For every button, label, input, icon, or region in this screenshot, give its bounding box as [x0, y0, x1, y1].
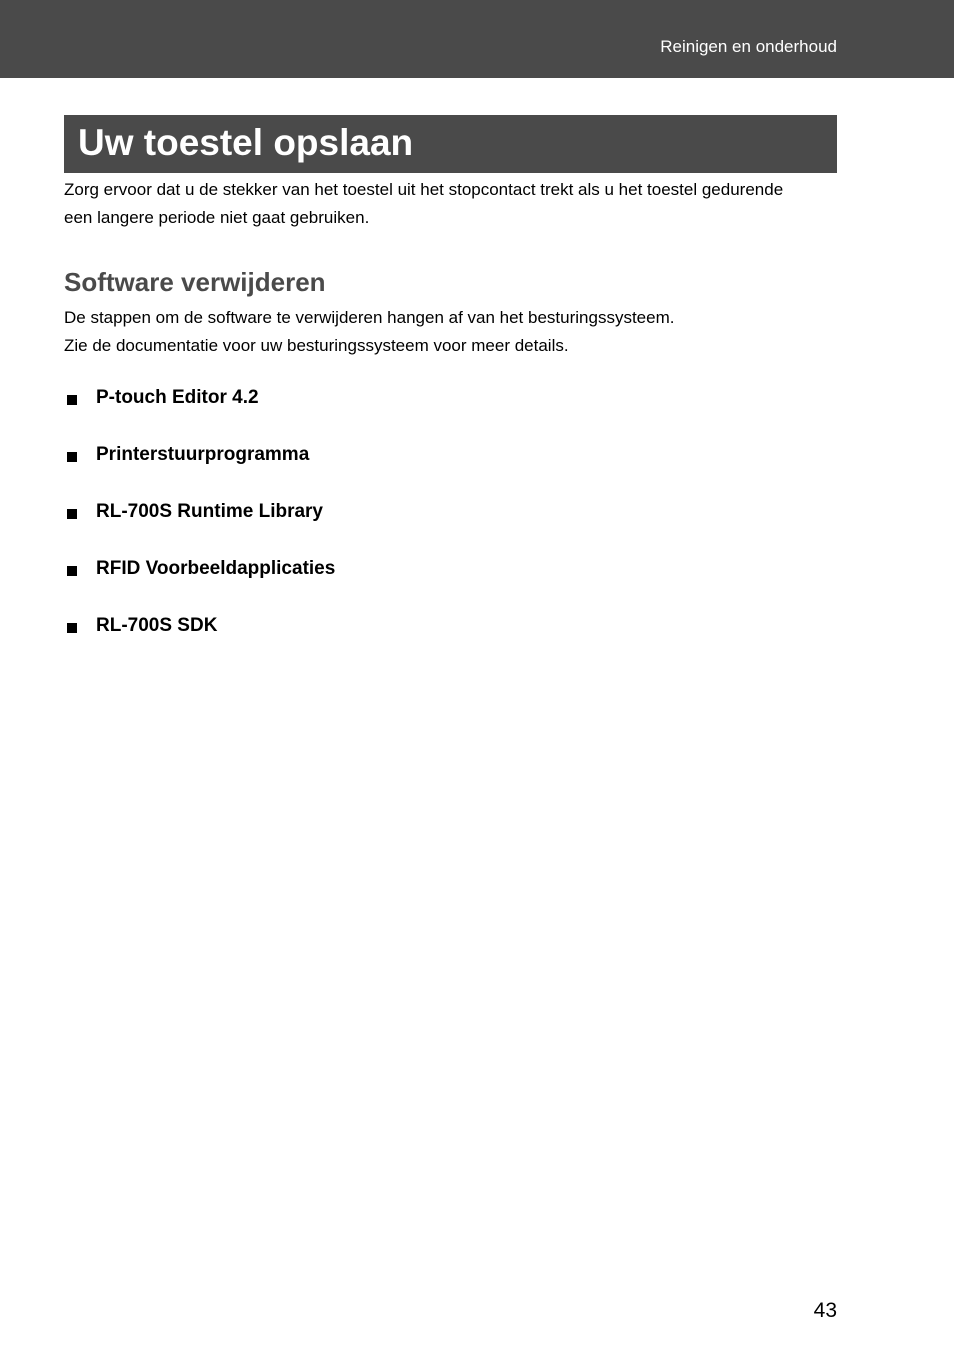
list-item-label: RFID Voorbeeldapplicaties	[96, 558, 336, 579]
intro-line-2: een langere periode niet gaat gebruiken.	[64, 208, 370, 227]
square-bullet-icon	[67, 623, 77, 633]
square-bullet-icon	[67, 509, 77, 519]
page-number: 43	[813, 1299, 837, 1322]
header-bar	[0, 0, 954, 78]
list-item-label: RL-700S Runtime Library	[96, 501, 323, 522]
square-bullet-icon	[67, 395, 77, 405]
subsection-heading: Software verwijderen	[64, 267, 326, 297]
square-bullet-icon	[67, 566, 77, 576]
intro-line-1: Zorg ervoor dat u de stekker van het toestel uit het stopcontact trekt als u het toestel gedurende	[64, 180, 784, 199]
subsection-line-2: Zie de documentatie voor uw besturingssysteem voor meer details.	[64, 336, 569, 355]
list-item-label: Printerstuurprogramma	[96, 444, 310, 465]
section-title: Uw toestel opslaan	[78, 122, 414, 163]
list-item-label: P-touch Editor 4.2	[96, 387, 259, 408]
list-item-label: RL-700S SDK	[96, 615, 218, 636]
intro-paragraph	[64, 176, 844, 232]
section-title-bar	[64, 115, 837, 173]
running-header: Reinigen en onderhoud	[660, 37, 837, 56]
square-bullet-icon	[67, 452, 77, 462]
subsection-paragraph	[64, 304, 844, 360]
subsection-line-1: De stappen om de software te verwijderen hangen af van het besturingssysteem.	[64, 308, 675, 327]
